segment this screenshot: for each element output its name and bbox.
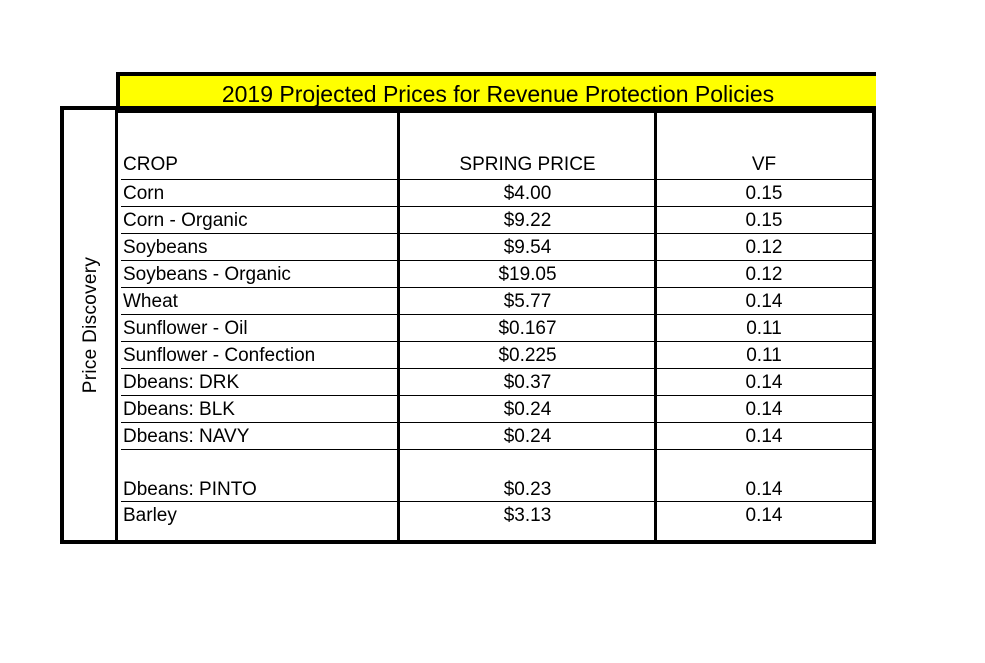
price-cell: $4.00	[503, 183, 552, 204]
crop-cell: Corn	[123, 183, 165, 204]
price-cell: $19.05	[498, 264, 557, 285]
side-label: Price Discovery	[80, 256, 101, 394]
price-table	[121, 150, 872, 529]
price-cell: $0.167	[498, 318, 557, 339]
header-row	[121, 150, 872, 180]
crop-cell: Soybeans	[123, 237, 208, 258]
vf-cell: 0.12	[745, 264, 783, 285]
table-row	[121, 396, 872, 423]
table-row	[121, 369, 872, 396]
top-row-divider	[118, 110, 872, 113]
table-row	[121, 450, 872, 502]
vf-cell: 0.15	[745, 210, 783, 231]
vf-cell: 0.14	[745, 505, 783, 526]
table-row	[121, 315, 872, 342]
vf-cell: 0.11	[746, 345, 782, 366]
vf-cell: 0.14	[745, 372, 783, 393]
vf-cell: 0.14	[745, 399, 783, 420]
vf-cell: 0.15	[745, 183, 783, 204]
crop-cell: Soybeans - Organic	[123, 264, 291, 285]
header-spring-price: SPRING PRICE	[459, 154, 596, 175]
crop-cell: Corn - Organic	[123, 210, 248, 231]
table-row	[121, 288, 872, 315]
table-row	[121, 342, 872, 369]
crop-cell: Wheat	[123, 291, 178, 312]
price-cell: $5.77	[503, 291, 552, 312]
vf-cell: 0.14	[745, 291, 783, 312]
price-cell: $9.22	[503, 210, 552, 231]
vf-cell: 0.12	[745, 237, 783, 258]
table-row	[121, 423, 872, 450]
crop-cell: Dbeans: NAVY	[123, 426, 250, 447]
vf-cell: 0.14	[745, 479, 783, 500]
price-cell: $0.23	[503, 479, 552, 500]
table-row	[121, 180, 872, 207]
crop-cell: Sunflower - Confection	[123, 345, 316, 366]
table-row	[121, 207, 872, 234]
vf-cell: 0.14	[745, 426, 783, 447]
crop-cell: Dbeans: BLK	[123, 399, 235, 420]
table-title: 2019 Projected Prices for Revenue Protection Policies	[116, 72, 876, 108]
price-cell: $0.24	[503, 426, 552, 447]
crop-cell: Dbeans: DRK	[123, 372, 240, 393]
price-cell: $0.225	[498, 345, 557, 366]
crop-cell: Dbeans: PINTO	[123, 479, 257, 500]
vf-cell: 0.11	[746, 318, 782, 339]
price-cell: $0.37	[503, 372, 552, 393]
header-vf: VF	[751, 154, 777, 175]
table-row	[121, 502, 872, 529]
price-cell: $9.54	[503, 237, 552, 258]
table-row	[121, 234, 872, 261]
price-cell: $3.13	[503, 505, 552, 526]
crop-cell: Sunflower - Oil	[123, 318, 248, 339]
table-row	[121, 261, 872, 288]
price-cell: $0.24	[503, 399, 552, 420]
header-crop: CROP	[123, 154, 178, 175]
crop-cell: Barley	[123, 505, 177, 526]
